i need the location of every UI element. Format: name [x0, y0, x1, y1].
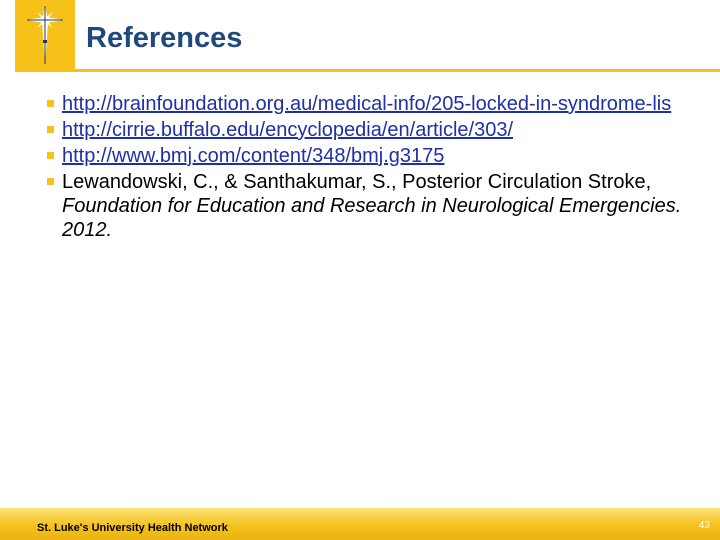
logo [15, 0, 75, 72]
bullet-square-icon [47, 152, 54, 159]
list-item [47, 118, 687, 142]
bullet-square-icon [47, 178, 54, 185]
bullet-square-icon [47, 126, 54, 133]
reference-list [47, 92, 687, 244]
reference-link[interactable]: http://www.bmj.com/content/348/bmj.g3175 [62, 145, 445, 167]
title-underline [75, 69, 720, 72]
list-item [47, 144, 687, 168]
page-number: 43 [698, 520, 710, 531]
footer-organization: St. Luke's University Health Network [37, 522, 228, 534]
list-item [47, 170, 687, 242]
list-item [47, 92, 687, 116]
bullet-square-icon [47, 100, 54, 107]
citation-source: Foundation for Education and Research in Neurological Emergencies. 2012. [62, 195, 682, 241]
slide-title: References [86, 22, 243, 54]
reference-link[interactable]: http://cirrie.buffalo.edu/encyclopedia/en/article/303/ [62, 119, 514, 141]
citation-authors: Lewandowski, C., & Santhakumar, S., Posterior Circulation Stroke, [62, 171, 652, 193]
compass-star-cross-icon [15, 0, 75, 72]
reference-link[interactable]: http://brainfoundation.org.au/medical-info/205-locked-in-syndrome-lis [62, 93, 672, 115]
